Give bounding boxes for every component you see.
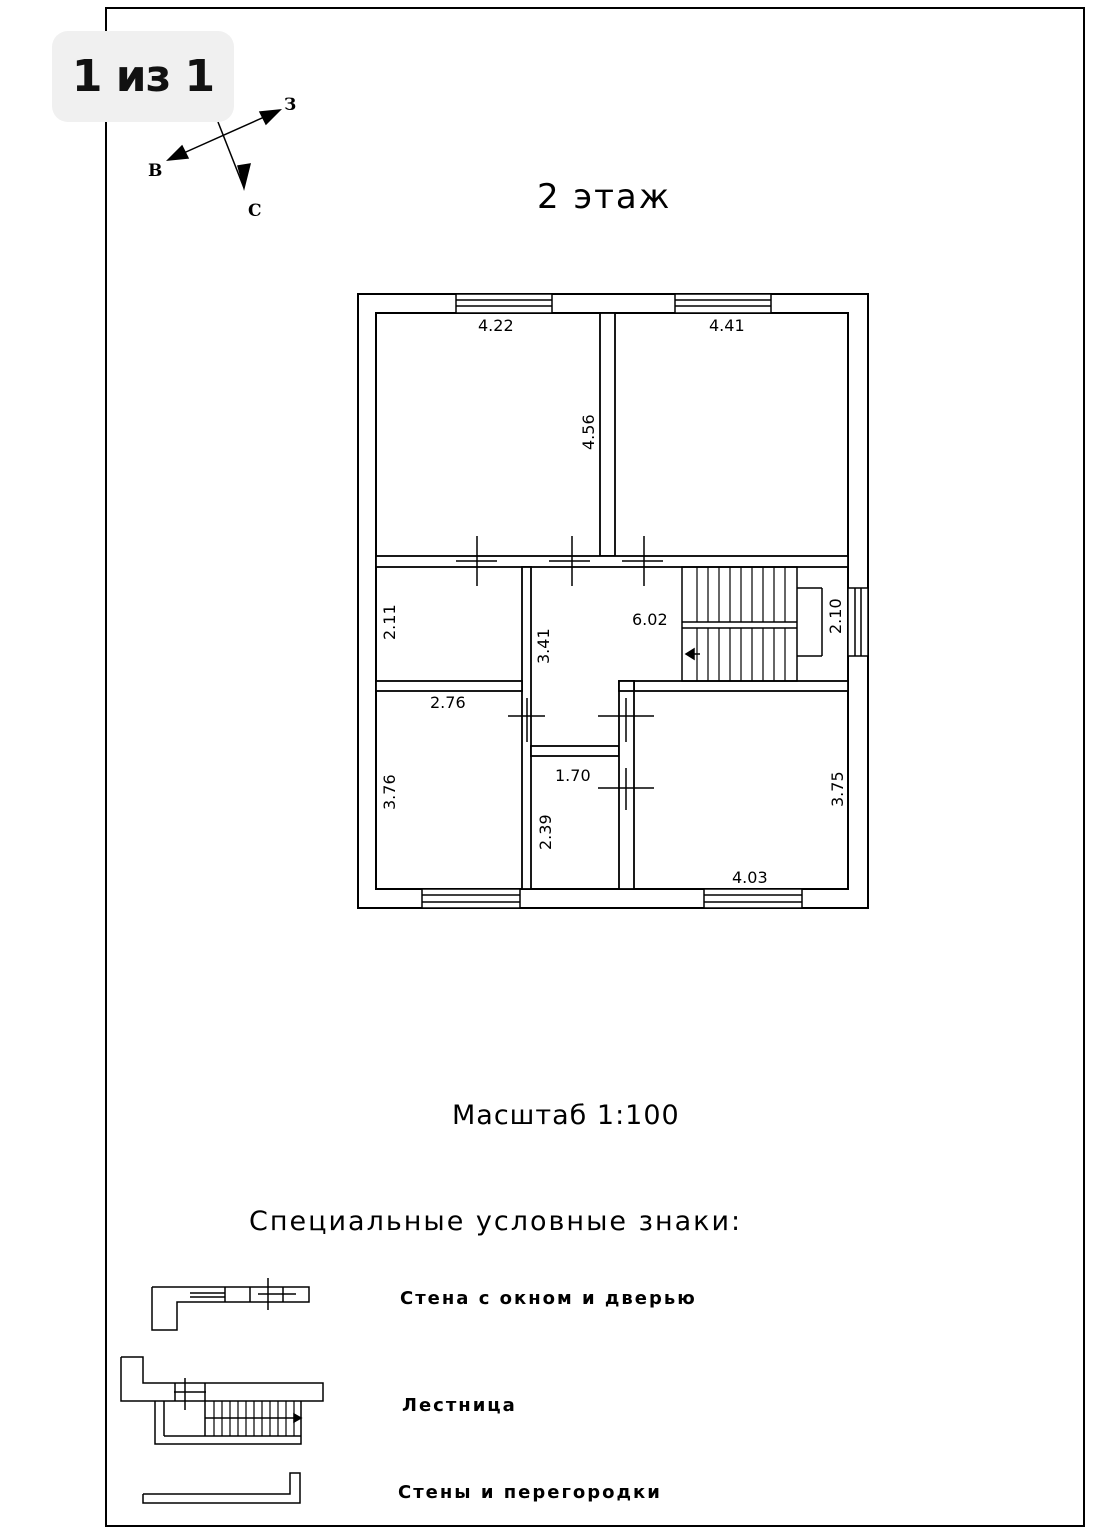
dim-hall-height: 3.41	[534, 628, 553, 664]
legend-walls-icon	[143, 1473, 300, 1503]
dim-room-top-right-width: 4.41	[709, 316, 745, 335]
compass-west-label: З	[284, 95, 297, 115]
window-top-left	[456, 294, 552, 313]
legend-label-wall-window-door: Стена с окном и дверью	[400, 1288, 697, 1309]
window-right	[848, 588, 868, 656]
page-counter-badge	[52, 31, 234, 122]
legend-label-walls: Стены и перегородки	[398, 1482, 662, 1503]
dim-bath-height: 2.39	[536, 814, 555, 850]
dim-stair-length: 6.02	[632, 610, 668, 629]
dim-room-top-height: 4.56	[579, 414, 598, 450]
dim-stair-height: 2.10	[826, 598, 845, 634]
legend-label-staircase: Лестница	[402, 1395, 517, 1416]
window-bottom-right	[704, 889, 802, 908]
stair-steps	[697, 567, 785, 681]
compass-north-label: С	[248, 201, 262, 221]
compass-east-label: В	[148, 161, 163, 181]
window-top-right	[675, 294, 771, 313]
dim-bottom-right-width: 4.03	[732, 868, 768, 887]
interior-walls	[376, 313, 848, 889]
drawing-title: 2 этаж	[537, 177, 672, 217]
dim-bottom-left-height: 3.76	[380, 774, 399, 810]
window-bottom-left	[422, 889, 520, 908]
dim-bath-width: 1.70	[555, 766, 591, 785]
dim-bottom-right-height: 3.75	[828, 771, 847, 807]
page-counter: 1 из 1	[71, 51, 215, 102]
dim-small-room-height: 2.11	[380, 604, 399, 640]
legend-title: Специальные условные знаки:	[249, 1206, 743, 1237]
dim-room-top-left-width: 4.22	[478, 316, 514, 335]
dim-bottom-left-width: 2.76	[430, 693, 466, 712]
scale-label: Масштаб 1:100	[452, 1100, 680, 1131]
legend-wall-window-door-icon	[152, 1278, 309, 1330]
